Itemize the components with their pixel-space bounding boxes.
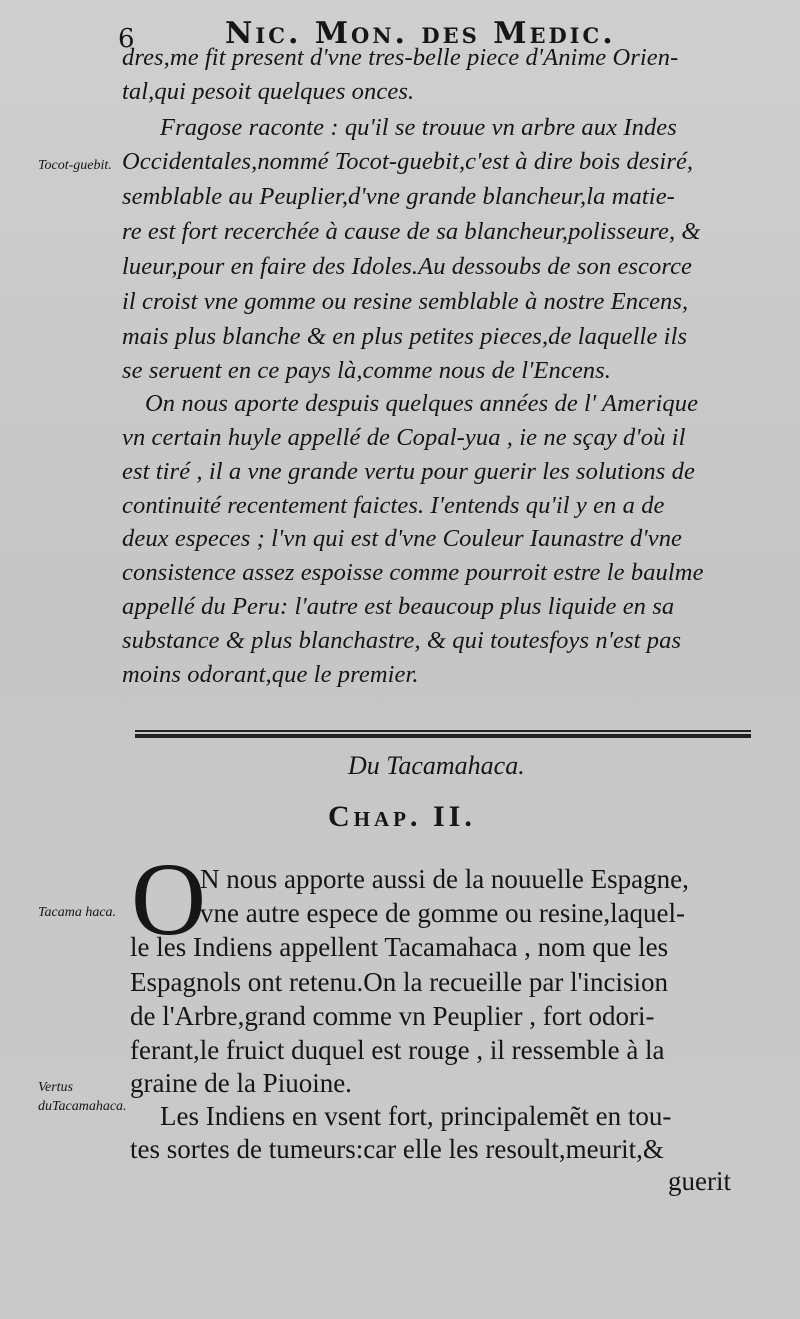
- section-title: Du Tacamahaca.: [348, 751, 525, 780]
- text-line: continuité recentement faictes. I'entends qu'il y en a de: [122, 492, 665, 519]
- text-line: graine de la Piuoine.: [130, 1068, 352, 1098]
- text-line: Les Indiens en vsent fort, principalemẽt en tou-: [160, 1101, 672, 1131]
- text-line: On nous aporte despuis quelques années de l' Amerique: [145, 390, 699, 417]
- running-head: Nic. Mon. des Medic.: [225, 16, 616, 51]
- text-line: moins odorant,que le premier.: [122, 661, 419, 688]
- text-line: le les Indiens appellent Tacamahaca , nom que les: [130, 932, 669, 962]
- text-line: substance & plus blanchastre, & qui toutesfoys n'est pas: [122, 627, 682, 654]
- drop-cap: O: [131, 842, 207, 957]
- text-line: re est fort recerchée à cause de sa blancheur,polisseure, &: [122, 218, 701, 245]
- text-line: il croist vne gomme ou resine semblable à nostre Encens,: [122, 288, 689, 315]
- divider-rule: [135, 730, 751, 732]
- text-line: Espagnols ont retenu.On la recueille par l'incision: [130, 967, 668, 997]
- text-line: Fragose raconte : qu'il se trouue vn arbre aux Indes: [160, 114, 677, 141]
- catchword: guerit: [668, 1166, 731, 1196]
- text-line: deux especes ; l'vn qui est d'vne Couleur Iaunastre d'vne: [122, 525, 683, 552]
- text-line: appellé du Peru: l'autre est beaucoup plus liquide en sa: [122, 593, 675, 620]
- text-line: semblable au Peuplier,d'vne grande blancheur,la matie-: [122, 183, 675, 210]
- margin-note-tocot: Tocot-guebit.: [38, 158, 112, 173]
- text-line: N nous apporte aussi de la nouuelle Espagne,: [200, 864, 689, 894]
- text-line: lueur,pour en faire des Idoles.Au dessoubs de son escorce: [122, 253, 693, 280]
- divider-rule-thick: [135, 734, 751, 738]
- text-line: vne autre espece de gomme ou resine,laquel-: [200, 898, 686, 928]
- margin-note-tacamahaca: Tacama haca.: [38, 905, 117, 920]
- margin-note-vertus: Vertus duTacamahaca.: [38, 1080, 127, 1114]
- text-line: se seruent en ce pays là,comme nous de l'Encens.: [122, 357, 612, 384]
- text-line: dres,me fit present d'vne tres-belle piece d'Anime Orien-: [122, 44, 679, 71]
- text-line: ferant,le fruict duquel est rouge , il ressemble à la: [130, 1035, 665, 1065]
- text-line: mais plus blanche & en plus petites pieces,de laquelle ils: [122, 323, 688, 350]
- text-line: vn certain huyle appellé de Copal-yua , ie ne sçay d'où il: [122, 424, 686, 451]
- text-line: de l'Arbre,grand comme vn Peuplier , fort odori-: [130, 1001, 655, 1031]
- text-line: tes sortes de tumeurs:car elle les resoult,meurit,&: [130, 1134, 664, 1164]
- chapter-heading: Chap. II.: [328, 800, 476, 833]
- text-line: est tiré , il a vne grande vertu pour guerir les solutions de: [122, 458, 695, 485]
- page-number: 6: [118, 24, 135, 54]
- text-line: consistence assez espoisse comme pourroit estre le baulme: [122, 559, 704, 586]
- text-line: Occidentales,nommé Tocot-guebit,c'est à dire bois desiré,: [122, 148, 694, 175]
- text-line: tal,qui pesoit quelques onces.: [122, 78, 415, 105]
